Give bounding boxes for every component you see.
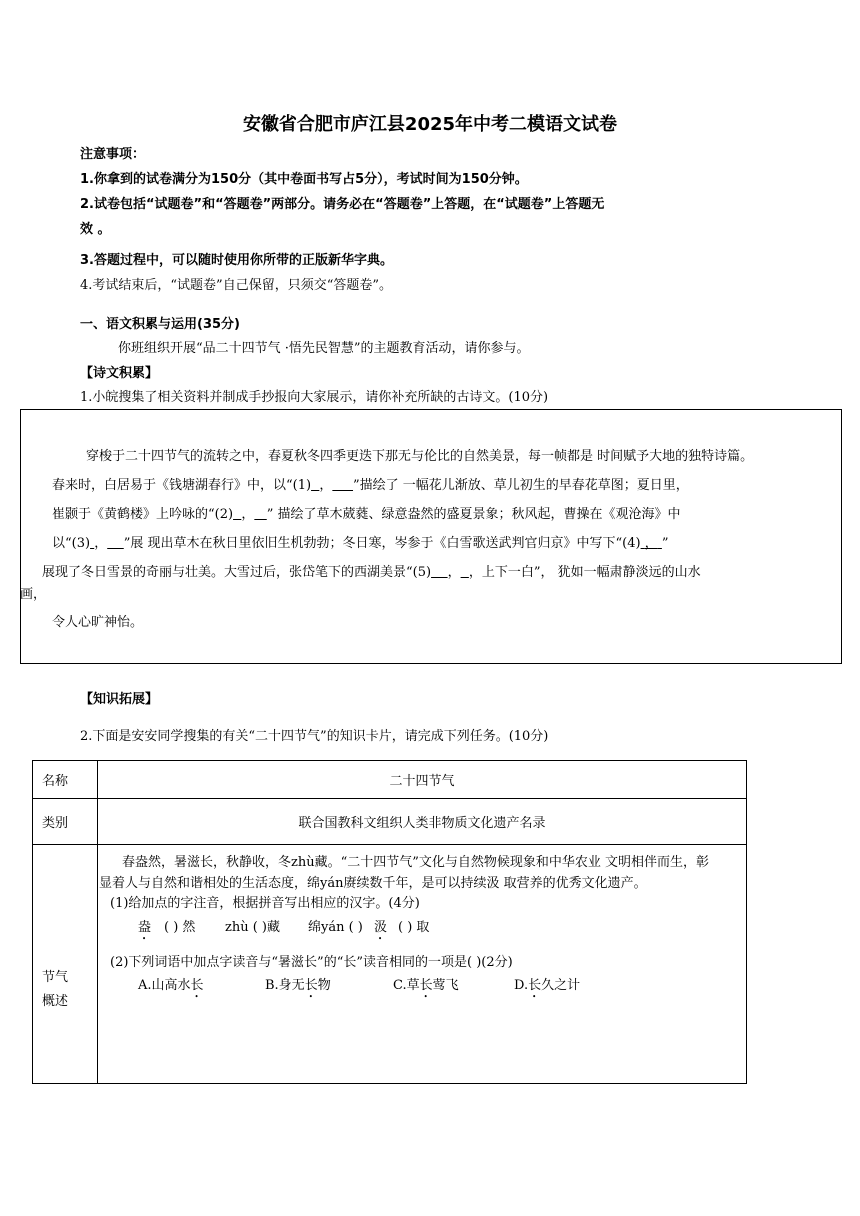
notice-item: 2.试卷包括“试题卷”和“答题卷”两部分。请务必在“答题卷”上答题，在“试题卷”上答题无: [80, 197, 605, 212]
table-value: 联合国教科文组织人类非物质文化遗产名录: [298, 816, 546, 831]
option-a[interactable]: A.山高水长: [138, 978, 204, 993]
passage-line: 穿梭于二十四节气的流转之中，春夏秋冬四季更迭下那无与伦比的自然美景，每一帧都是 时间赋予大地的独特诗篇。: [86, 449, 754, 464]
blank[interactable]: [107, 536, 124, 551]
table-divider: [97, 760, 98, 1084]
task-1-item[interactable]: ( ) 然: [164, 920, 196, 935]
blank[interactable]: [431, 565, 448, 580]
table-label: 节气: [42, 970, 69, 985]
notice-item: 4.考试结束后，“试题卷”自己保留，只须交“答题卷”。: [80, 278, 392, 293]
notice-item: 1.你拿到的试卷满分为150分（其中卷面书写占5分），考试时间为150分钟。: [80, 172, 528, 187]
table-divider: [32, 844, 747, 845]
passage-line: 崔颢于《黄鹤楼》上吟咏的“(2) ， ” 描绘了草木葳蕤、绿意盎然的盛夏景象；秋风起，曹操在《观沧海》中: [52, 507, 681, 522]
task-2: (2)下列词语中加点字读音与“暑滋长”的“长”读音相同的一项是( )(2分): [110, 955, 513, 970]
page-title: 安徽省合肥市庐江县2025年中考二模语文试卷: [242, 114, 618, 135]
passage-line: 令人心旷神怡。: [52, 615, 144, 630]
passage-line: 以“(3) ， ”展 现出草木在秋日里依旧生机勃勃；冬日寒，岑参于《白雪歌送武判官归京》中写下“(4) ， ”: [52, 536, 669, 551]
blank[interactable]: [254, 507, 266, 522]
overview-text: 春盎然，暑滋长，秋静收，冬zhù藏。“二十四节气”文化与自然物候现象和中华农业 文明相伴而生，彰: [122, 855, 710, 870]
option-d[interactable]: D.长久之计: [514, 978, 581, 993]
table-value: 二十四节气: [389, 774, 455, 789]
task-1: (1)给加点的字注音，根据拼音写出相应的汉字。(4分): [110, 896, 420, 911]
question-1: 1.小皖搜集了相关资料并制成手抄报向大家展示，请你补充所缺的古诗文。(10分): [80, 390, 549, 405]
subsection-heading: 【诗文积累】: [80, 366, 159, 381]
passage-line: 展现了冬日雪景的奇丽与壮美。大雪过后，张岱笔下的西湖美景“(5) ， ，上下一白”， 犹如一幅肃静淡远的山水: [42, 565, 701, 580]
passage-line: 画，: [20, 587, 47, 602]
task-1-item: 盎: [138, 920, 152, 935]
notice-item: 效 。: [80, 222, 111, 237]
section-heading: 一、语文积累与运用(35分): [80, 317, 240, 332]
table-divider: [32, 798, 747, 799]
section-intro: 你班组织开展“品二十四节气 ·悟先民智慧”的主题教育活动，请你参与。: [118, 341, 530, 356]
passage-line: 春来时，白居易于《钱塘湖春行》中，以“(1) ， ”描绘了 一幅花儿渐放、草儿初生的早春花草图；夏日里，: [52, 478, 689, 493]
task-1-item: 汲: [374, 920, 388, 935]
table-label: 概述: [42, 994, 69, 1009]
overview-text: 显着人与自然和谐相处的生活态度，绵yán赓续数千年，是可以持续汲 取营养的优秀文化遗产。: [99, 876, 647, 891]
subsection-heading: 【知识拓展】: [80, 692, 159, 707]
blank[interactable]: [332, 478, 353, 493]
blank[interactable]: [461, 565, 469, 580]
option-b[interactable]: B.身无长物: [265, 978, 331, 993]
option-c[interactable]: C.草长莺飞: [393, 978, 459, 993]
notice-heading: 注意事项：: [80, 147, 146, 162]
table-label: 类别: [42, 816, 69, 831]
notice-item: 3.答题过程中，可以随时使用你所带的正版新华字典。: [80, 253, 393, 268]
question-2: 2.下面是安安同学搜集的有关“二十四节气”的知识卡片，请完成下列任务。(10分): [80, 729, 549, 744]
task-1-item[interactable]: ( ) 取: [398, 920, 430, 935]
task-1-item[interactable]: 绵yán ( ): [308, 920, 363, 935]
task-1-item[interactable]: zhù ( )藏: [225, 920, 281, 935]
table-label: 名称: [42, 774, 69, 789]
